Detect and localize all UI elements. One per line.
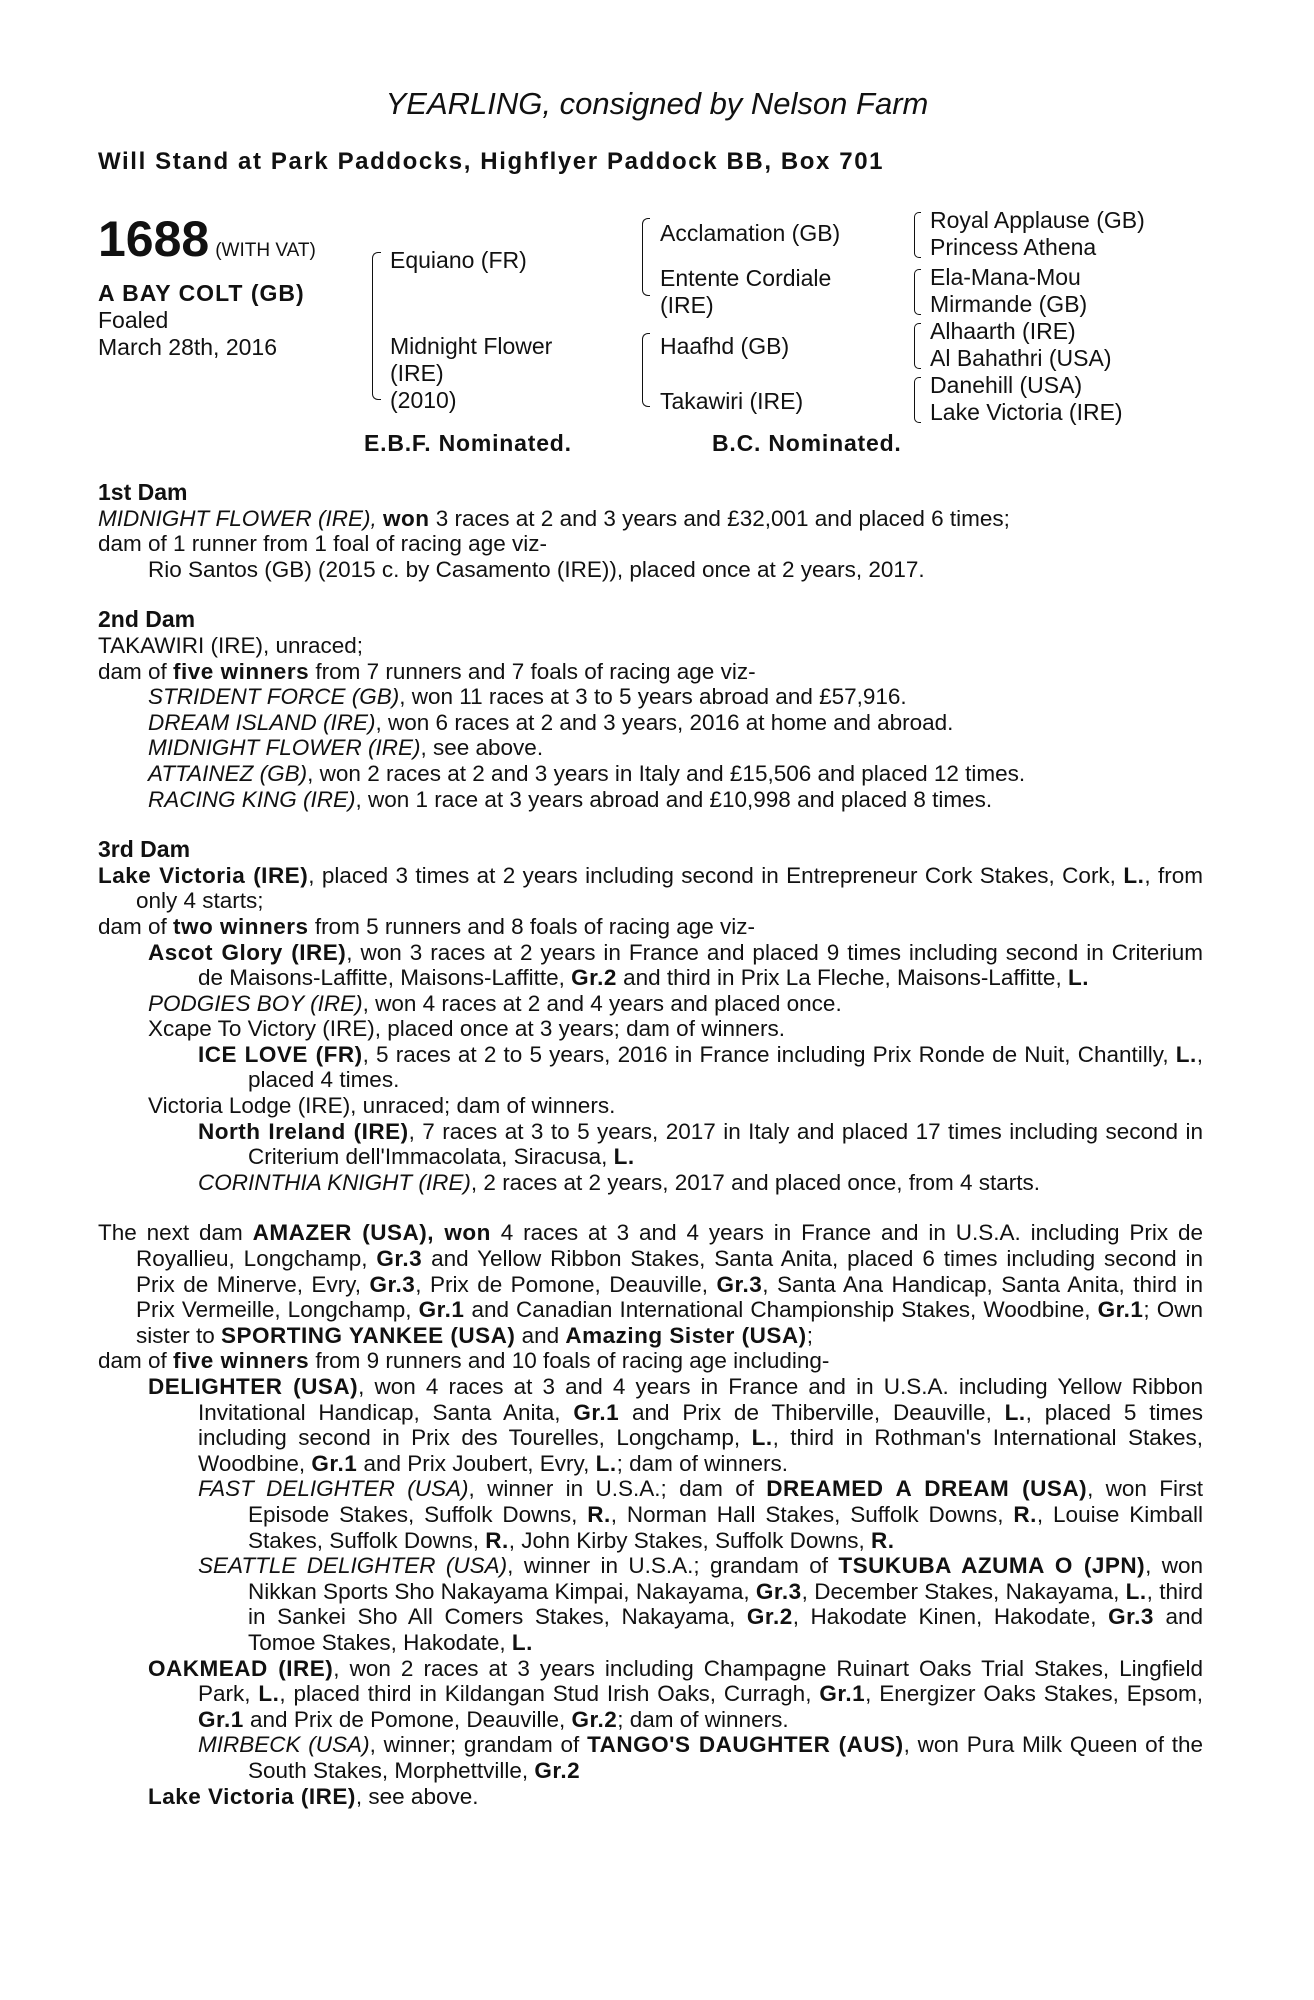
pedigree-dam-dam: Takawiri (IRE): [660, 388, 804, 414]
pedigree-g3-1: Royal Applause (GB): [930, 207, 1145, 233]
third-dam-corinthia: CORINTHIA KNIGHT (IRE), 2 races at 2 years, 2017 and placed once, from 4 starts.: [198, 1169, 1040, 1195]
next-dam-seattle-delighter: SEATTLE DELIGHTER (USA), winner in U.S.A.; grandam of TSUKUBA AZUMA O (JPN), won Nikkan Sports Sho Nakayama Kimpai, Nakayama, Gr.3, December Stakes, Nakayama, L., third in Sankei Sho All Comers Stakes, Nakayama, Gr.2, Hakodate Kinen, Hakodate, Gr.3 and Tomoe Stakes, Hakodate, L.: [198, 1553, 1204, 1655]
next-dam-mirbeck: MIRBECK (USA), winner; grandam of TANGO'S DAUGHTER (AUS), won Pura Milk Queen of the South Stakes, Morphettville, Gr.2: [198, 1732, 1204, 1783]
consignment-title: YEARLING, consigned by Nelson Farm: [385, 86, 929, 121]
second-dam-progeny-2: DREAM ISLAND (IRE), won 6 races at 2 and 3 years, 2016 at home and abroad.: [148, 709, 954, 735]
foaled-label: Foaled: [98, 307, 169, 333]
pedigree-brace-main: [372, 252, 381, 400]
pedigree-brace-dam: [642, 333, 650, 407]
pedigree-g3-5: Alhaarth (IRE): [930, 318, 1076, 344]
next-dam-oakmead: OAKMEAD (IRE), won 2 races at 3 years including Champagne Ruinart Oaks Trial Stakes, Lingfield Park, L., placed third in Kildangan Stud Irish Oaks, Curragh, Gr.1, Energizer Oaks Stakes, Epsom, Gr.1 and Prix de Pomone, Deauville, Gr.2; dam of winners.: [148, 1655, 1203, 1732]
pedigree-dam-line3: (2010): [390, 387, 457, 413]
first-dam-dam-of: dam of 1 runner from 1 foal of racing age viz-: [98, 531, 547, 557]
pedigree-brace-g3-1: [914, 212, 921, 258]
third-dam-victoria-lodge: Victoria Lodge (IRE), unraced; dam of winners.: [148, 1093, 616, 1119]
pedigree-g3-3: Ela-Mana-Mou: [930, 264, 1081, 290]
pedigree-brace-g3-3: [914, 323, 921, 369]
pedigree-sire-dam-line1: Entente Cordiale: [660, 265, 832, 291]
next-dam-delighter: DELIGHTER (USA), won 4 races at 3 and 4 years in France and in U.S.A. including Yellow Ribbon Invitational Handicap, Santa Anita, Gr.1 and Prix de Thiberville, Deauville, L., placed 5 times including second in Prix des Tourelles, Longchamp, L., third in Rothman's International Stakes, Woodbine, Gr.1 and Prix Joubert, Evry, L.; dam of winners.: [148, 1374, 1204, 1476]
pedigree-g3-7: Danehill (USA): [930, 372, 1083, 398]
second-dam-progeny-3: MIDNIGHT FLOWER (IRE), see above.: [148, 735, 544, 761]
pedigree-g3-4: Mirmande (GB): [930, 291, 1088, 317]
bc-nominated: B.C. Nominated.: [712, 430, 902, 456]
second-dam-progeny-5: RACING KING (IRE), won 1 race at 3 years abroad and £10,998 and placed 8 times.: [148, 786, 993, 812]
second-dam-progeny-1: STRIDENT FORCE (GB), won 11 races at 3 to 5 years abroad and £57,916.: [148, 684, 907, 710]
third-dam-north-ireland: North Ireland (IRE), 7 races at 3 to 5 years, 2017 in Italy and placed 17 times including second in Criterium dell'Immacolata, Siracusa, L.: [198, 1118, 1203, 1170]
catalogue-body: [98, 480, 1203, 1809]
first-dam-record: MIDNIGHT FLOWER (IRE), won 3 races at 2 and 3 years and £32,001 and placed 6 times;: [98, 505, 1010, 531]
pedigree-g3-8: Lake Victoria (IRE): [930, 399, 1123, 425]
lot-heading: [98, 210, 316, 268]
third-dam-ascot-glory: Ascot Glory (IRE), won 3 races at 2 years in France and placed 9 times including second in Criterium de Maisons-Laffitte, Maisons-Laffitte, Gr.2 and third in Prix La Fleche, Maisons-Laffitte, L.: [148, 939, 1203, 991]
pedigree-brace-g3-2: [914, 269, 921, 315]
second-dam-heading: 2nd Dam: [98, 606, 196, 633]
pedigree-sire-sire: Acclamation (GB): [660, 220, 841, 246]
pedigree-sire: Equiano (FR): [390, 247, 527, 273]
pedigree-dam-sire: Haafhd (GB): [660, 333, 790, 359]
third-dam-heading: 3rd Dam: [98, 836, 191, 863]
next-dam-record: The next dam AMAZER (USA), won 4 races at 3 and 4 years in France and in U.S.A. including Prix de Royallieu, Longchamp, Gr.3 and Yellow Ribbon Stakes, Santa Anita, placed 6 times including second in Prix de Minerve, Evry, Gr.3, Prix de Pomone, Deauville, Gr.3, Santa Ana Handicap, Santa Anita, third in Prix Vermeille, Longchamp, Gr.1 and Canadian International Championship Stakes, Woodbine, Gr.1; Own sister to SPORTING YANKEE (USA) and Amazing Sister (USA);: [98, 1220, 1204, 1348]
pedigree-dam-line2: (IRE): [390, 360, 444, 386]
stand-location: Will Stand at Park Paddocks, Highflyer Paddock BB, Box 701: [98, 148, 885, 175]
lot-number: 1688: [98, 211, 210, 267]
first-dam-progeny: Rio Santos (GB) (2015 c. by Casamento (IRE)), placed once at 2 years, 2017.: [148, 556, 925, 582]
next-dam-fast-delighter: FAST DELIGHTER (USA), winner in U.S.A.; dam of DREAMED A DREAM (USA), won First Episode Stakes, Suffolk Downs, R., Norman Hall Stakes, Suffolk Downs, R., Louise Kimball Stakes, Suffolk Downs, R., John Kirby Stakes, Suffolk Downs, R.: [198, 1476, 1203, 1553]
third-dam-xcape: Xcape To Victory (IRE), placed once at 3 years; dam of winners.: [148, 1016, 785, 1042]
first-dam-heading: 1st Dam: [98, 479, 188, 505]
next-dam-dam-of: dam of five winners from 9 runners and 10 foals of racing age including-: [98, 1348, 830, 1374]
next-dam-lake-victoria: Lake Victoria (IRE), see above.: [148, 1783, 479, 1809]
lot-description: A BAY COLT (GB): [98, 280, 305, 306]
pedigree-sire-dam-line2: (IRE): [660, 292, 714, 318]
pedigree-brace-g3-4: [914, 377, 921, 423]
second-dam-dam-of: dam of five winners from 7 runners and 7 foals of racing age viz-: [98, 658, 756, 684]
ebf-nominated: E.B.F. Nominated.: [364, 430, 572, 456]
third-dam-dam-of: dam of two winners from 5 runners and 8 foals of racing age viz-: [98, 913, 756, 939]
vat-note: (WITH VAT): [215, 240, 316, 261]
third-dam-record: Lake Victoria (IRE), placed 3 times at 2 years including second in Entrepreneur Cork Stakes, Cork, L., from only 4 starts;: [98, 862, 1203, 914]
pedigree-dam-line1: Midnight Flower: [390, 333, 553, 359]
third-dam-podgies-boy: PODGIES BOY (IRE), won 4 races at 2 and 4 years and placed once.: [148, 990, 842, 1016]
foaled-date: March 28th, 2016: [98, 334, 278, 360]
pedigree-g3-6: Al Bahathri (USA): [930, 345, 1112, 371]
second-dam-progeny-4: ATTAINEZ (GB), won 2 races at 2 and 3 years in Italy and £15,506 and placed 12 times.: [148, 760, 1026, 786]
third-dam-ice-love: ICE LOVE (FR), 5 races at 2 to 5 years, 2016 in France including Prix Ronde de Nuit, Chantilly, L., placed 4 times.: [198, 1041, 1204, 1093]
second-dam-name: TAKAWIRI (IRE), unraced;: [98, 632, 364, 658]
pedigree-brace-sire: [642, 218, 650, 296]
pedigree-g3-2: Princess Athena: [930, 234, 1097, 260]
